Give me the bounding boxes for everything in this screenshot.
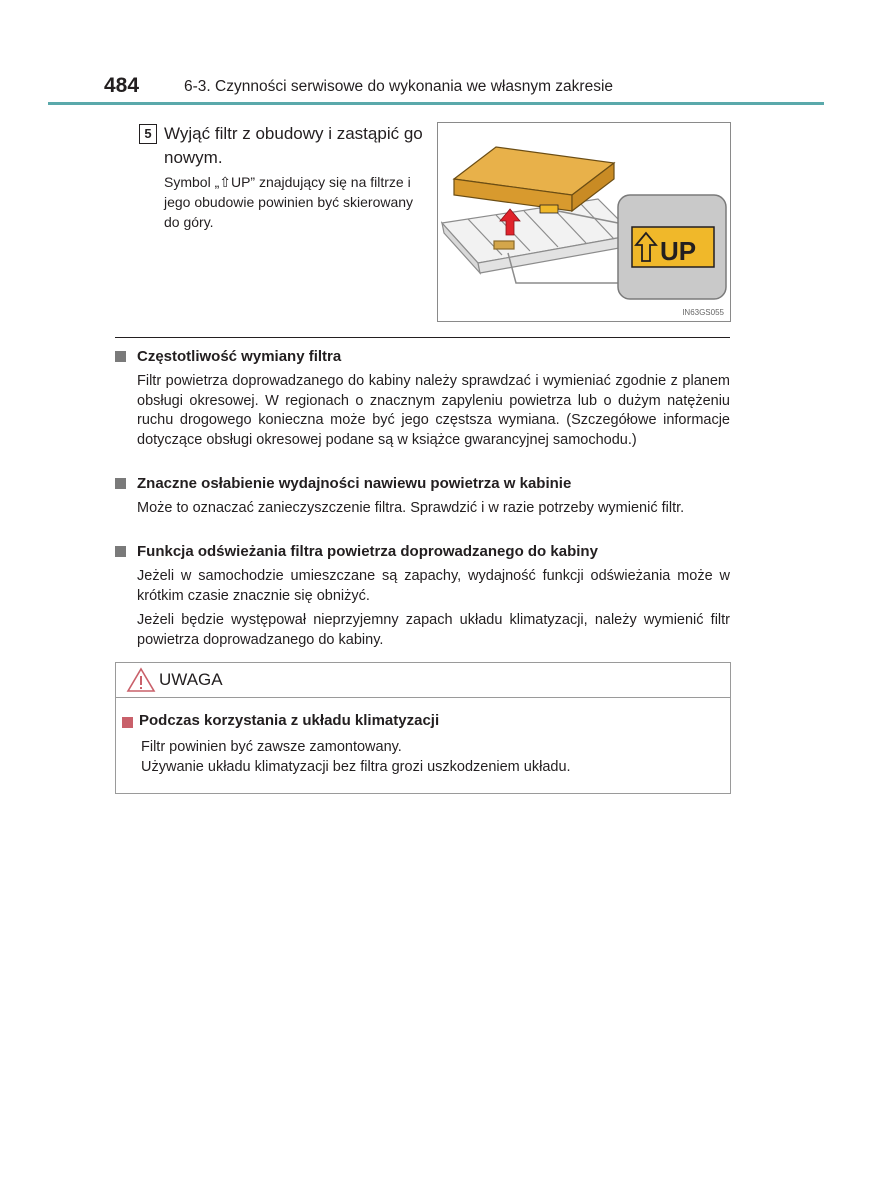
- warning-title: UWAGA: [159, 670, 223, 689]
- section-paragraph: Jeżeli w samochodzie umieszczane są zapachy, wydajność funkcji odświeżania może w krótkim czasie znacznie się obniżyć.: [137, 568, 730, 604]
- section-airflow-weakening: [115, 474, 730, 519]
- section-heading-text: Znaczne osłabienie wydajności nawiewu powietrza w kabinie: [137, 475, 572, 492]
- section-heading: [115, 542, 730, 562]
- warning-subheading: Podczas korzystania z układu klimatyzacji: [139, 712, 440, 729]
- figure-code: IN63GS055: [682, 308, 724, 317]
- chapter-title: 6-3. Czynności serwisowe do wykonania we własnym zakresie: [184, 78, 614, 95]
- warning-bullet-icon: [122, 717, 133, 728]
- bullet-square-icon: [115, 351, 126, 362]
- filter-illustration: [437, 122, 731, 322]
- warning-box: [115, 662, 731, 794]
- warning-line: Filtr powinien być zawsze zamontowany.: [141, 739, 402, 755]
- section-heading-text: Częstotliwość wymiany filtra: [137, 348, 342, 365]
- section-heading: [115, 347, 730, 367]
- bullet-square-icon: [115, 478, 126, 489]
- section-paragraph: Może to oznaczać zanieczyszczenie filtra. Sprawdzić i w razie potrzeby wymienić filtr.: [137, 500, 685, 516]
- filter-housing: [442, 199, 636, 273]
- warning-line: Używanie układu klimatyzacji bez filtra grozi uszkodzeniem układu.: [141, 759, 571, 775]
- section-paragraph: Jeżeli będzie występował nieprzyjemny zapach układu klimatyzacji, należy wymienić filtr powietrza doprowadzanego do kabiny.: [137, 612, 730, 648]
- page-number: 484: [104, 74, 140, 97]
- step-note: Symbol „⇧UP” znajdujący się na filtrze i jego obudowie powinien być skierowany do góry.: [164, 174, 414, 230]
- warning-body: [141, 737, 721, 777]
- bullet-square-icon: [115, 546, 126, 557]
- step-title: Wyjąć filtr z obudowy i zastąpić go nowym.: [164, 124, 423, 167]
- warning-triangle-icon: [126, 667, 156, 693]
- section-refresh-function: [115, 542, 730, 650]
- filter-diagram: [438, 123, 730, 321]
- section-divider: [115, 337, 730, 338]
- step-number-box: 5: [139, 124, 157, 144]
- warning-header: [116, 663, 730, 698]
- section-paragraph: Filtr powietrza doprowadzanego do kabiny należy sprawdzać i wymieniać zgodnie z planem obsługi okresowej. W regionach o znacznym zapyleniu powietrza lub o dużym natężeniu ruchu drogowego konieczna może być jego częstsza wymiana. (Szczegółowe informacje dotyczące obsługi okresowej podane są w książce gwarancyjnej samochodu.): [137, 373, 730, 448]
- up-label-text: UP: [660, 236, 697, 266]
- page-header: [104, 74, 824, 104]
- section-heading-text: Funkcja odświeżania filtra powietrza doprowadzanego do kabiny: [137, 543, 598, 560]
- section-heading: [115, 474, 730, 494]
- section-replacement-interval: [115, 347, 730, 450]
- header-divider: [48, 102, 824, 105]
- up-label-callout: [618, 195, 726, 299]
